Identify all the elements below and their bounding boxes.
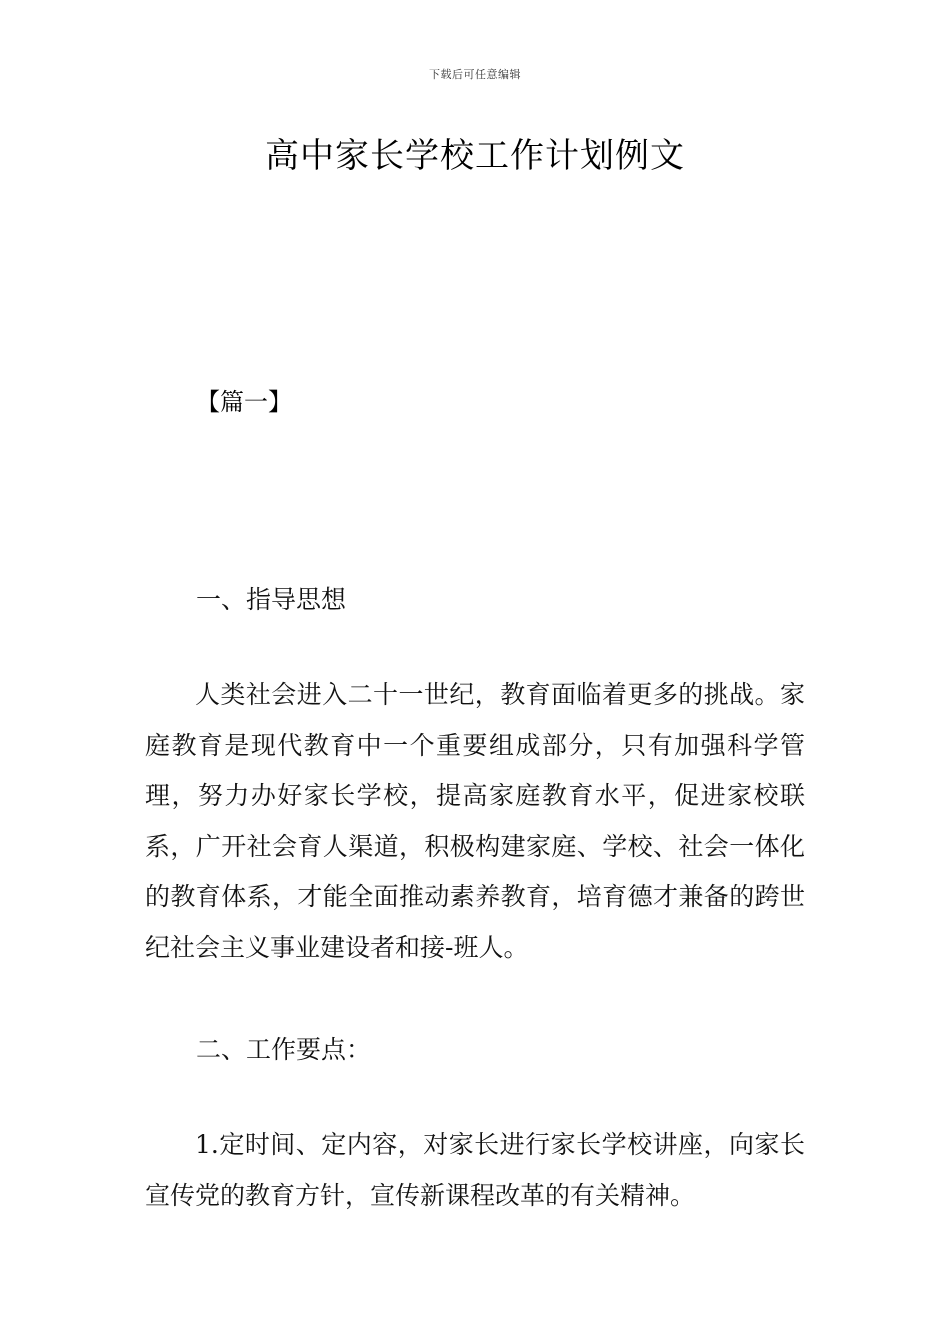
header-note: 下载后可任意编辑 <box>429 68 521 81</box>
paragraph-work-point-1: 1.定时间、定内容，对家长进行家长学校讲座，向家长宣传党的教育方针，宣传新课程改革的有关精神。 <box>145 1130 805 1210</box>
heading-guiding-thought: 一、指导思想 <box>196 585 347 614</box>
heading-work-points: 二、工作要点： <box>196 1035 372 1064</box>
document-title: 高中家长学校工作计划例文 <box>265 136 685 176</box>
paragraph-guiding-thought: 人类社会进入二十一世纪，教育面临着更多的挑战。家庭教育是现代教育中一个重要组成部分，只有加强科学管理，努力办好家长学校，提高家庭教育水平，促进家校联系，广开社会育人渠道，积极构建家庭、学校、社会一体化的教育体系，才能全面推动素养教育，培育德才兼备的跨世纪社会主义事业建设者和接-班人。 <box>145 680 805 962</box>
section-label: 【篇一】 <box>196 388 292 416</box>
